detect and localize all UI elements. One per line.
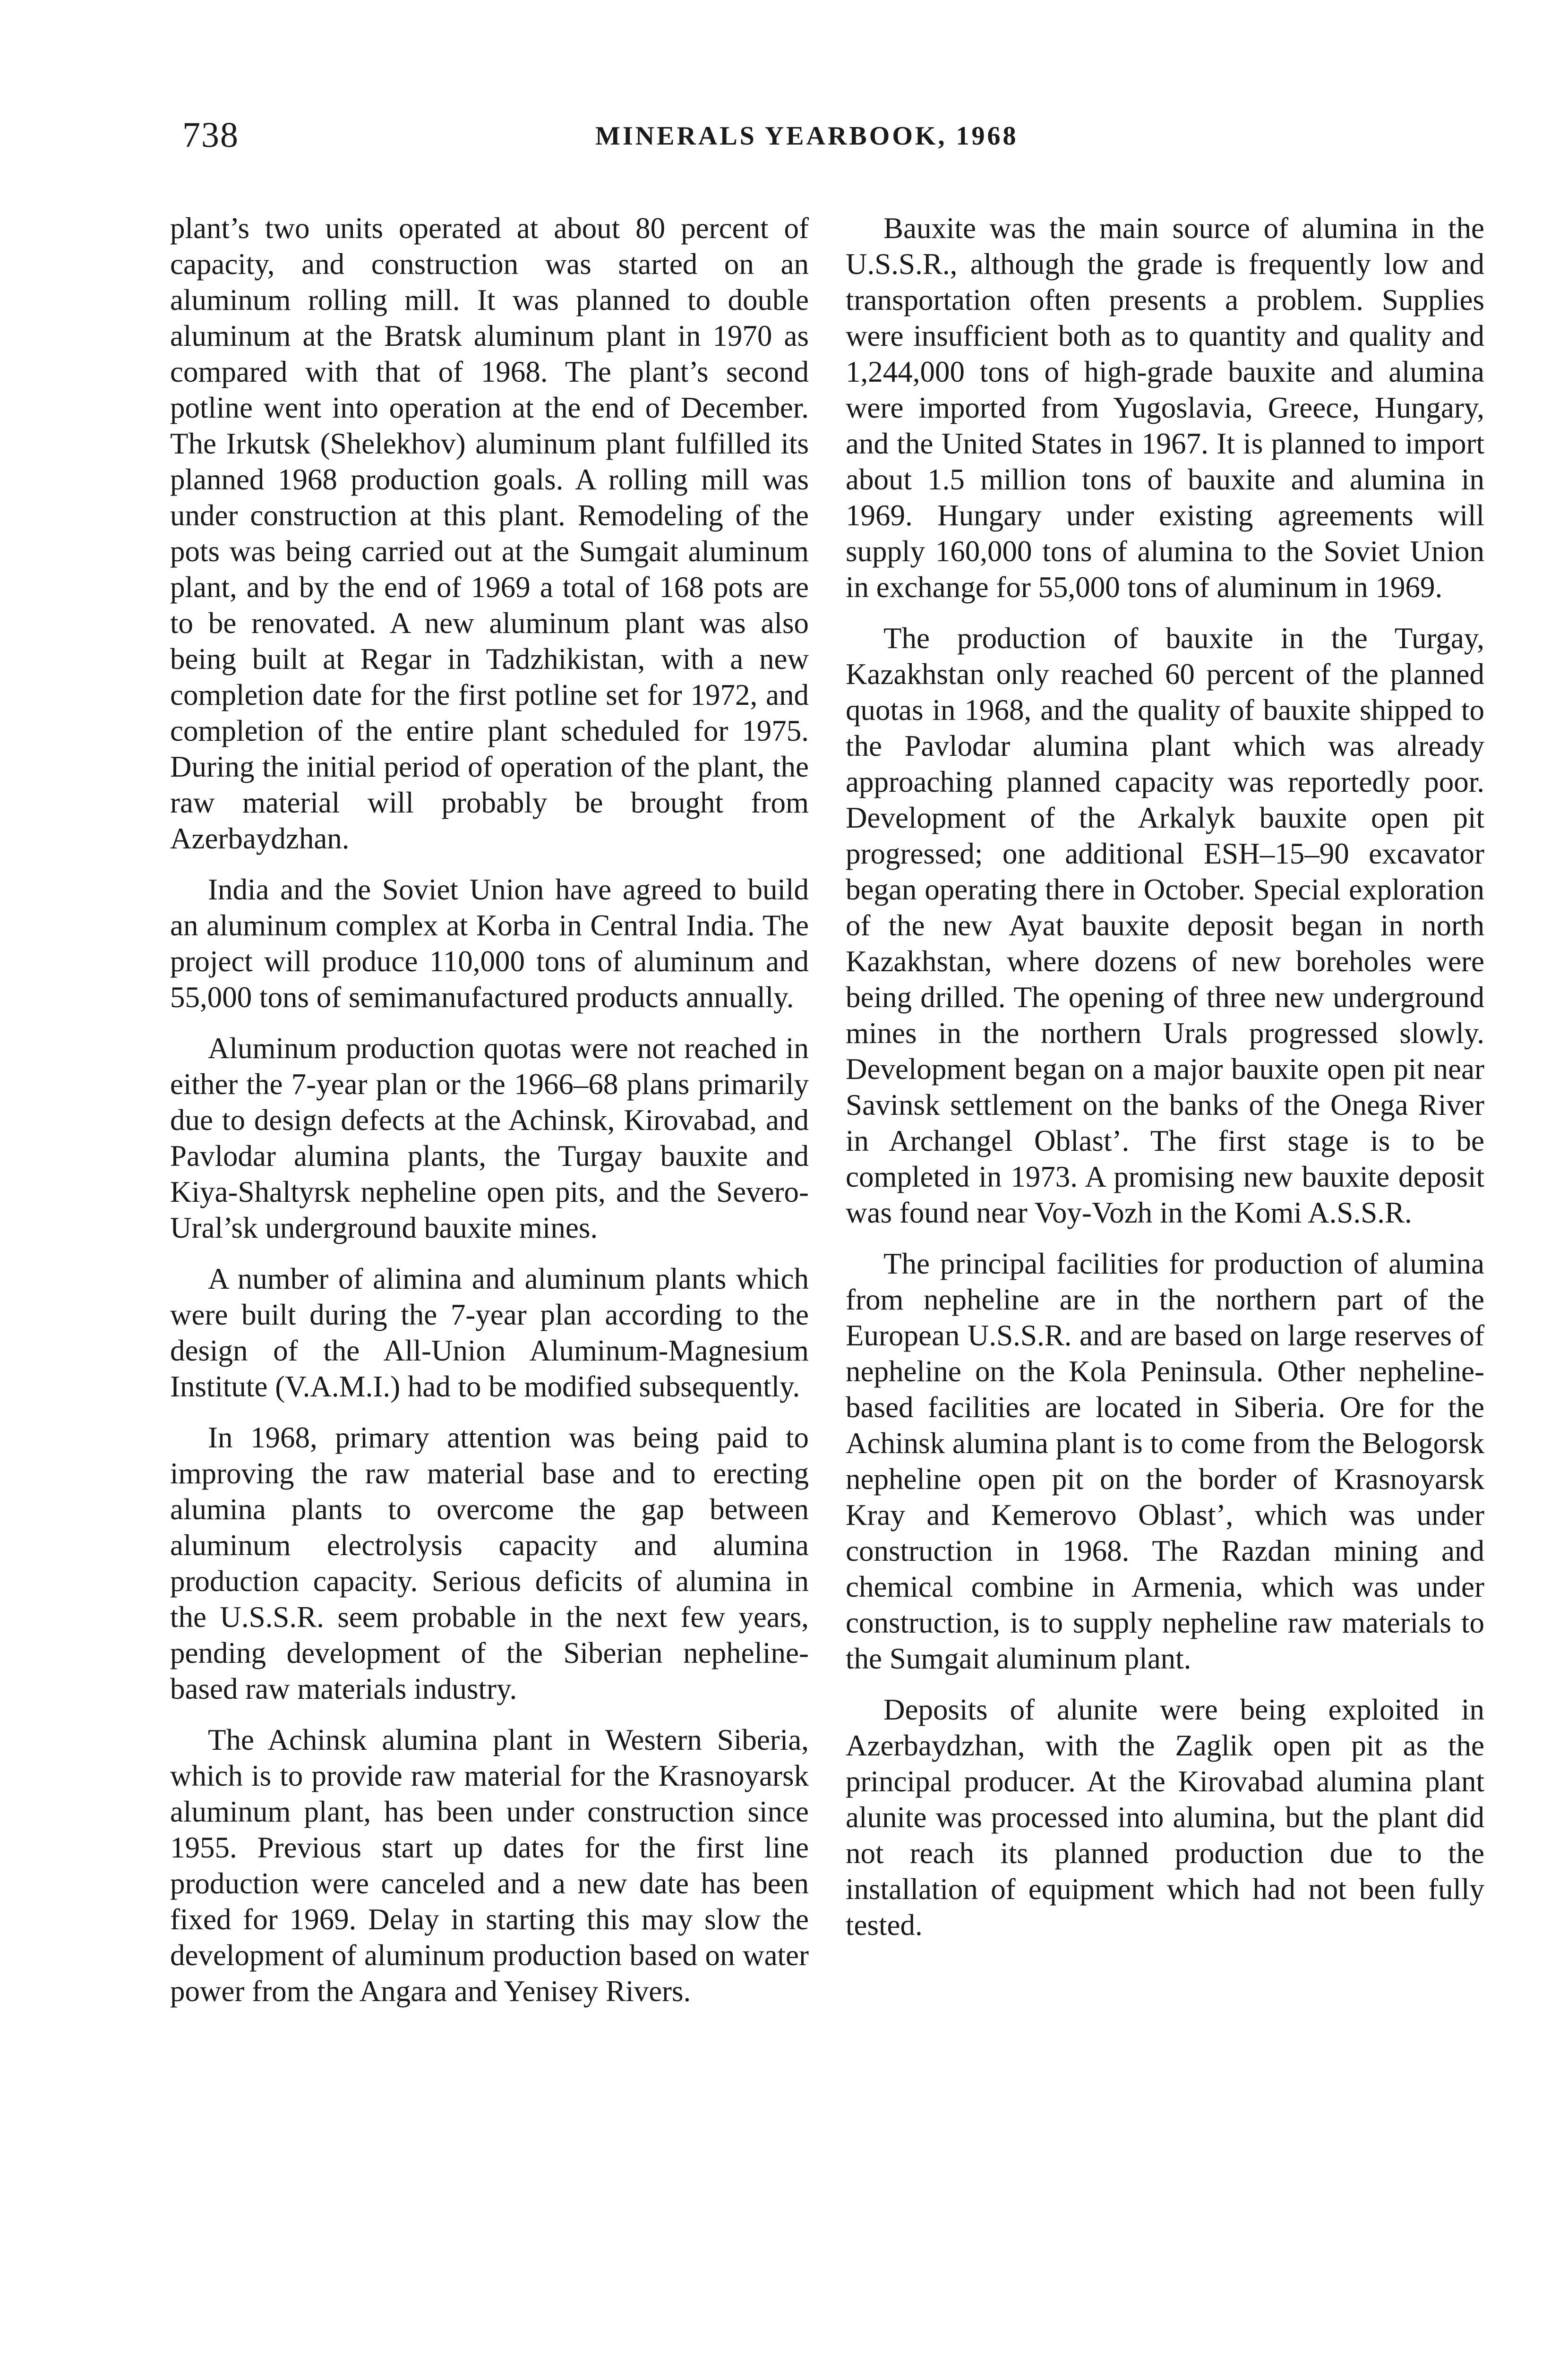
paragraph: Bauxite was the main source of alumina in the U.S.S.R., although the grade is frequently low and transportation often presents a problem. Supplies were insufficient both as to quantity and quality and 1,244,000 tons of high-grade bauxite and alumina were imported from Yugoslavia, Greece, Hungary, and the United States in 1967. It is planned to import about 1.5 million tons of bauxite and alumina in 1969. Hungary under existing agreements will supply 160,000 tons of alumina to the Soviet Union in exchange for 55,000 tons of aluminum in 1969.: [846, 212, 1484, 604]
right-column: [846, 210, 1484, 1958]
paragraph: India and the Soviet Union have agreed to build an aluminum complex at Korba in Central India. The project will produce 110,000 tons of aluminum and 55,000 tons of semimanufactured products annually.: [170, 873, 809, 1014]
paragraph: plant’s two units operated at about 80 percent of capacity, and construction was started on an aluminum rolling mill. It was planned to double aluminum at the Bratsk aluminum plant in 1970 as compared with that of 1968. The plant’s second potline went into operation at the end of December. The Irkutsk (Shelekhov) aluminum plant fulfilled its planned 1968 production goals. A rolling mill was under construction at this plant. Remodeling of the pots was being carried out at the Sumgait aluminum plant, and by the end of 1969 a total of 168 pots are to be renovated. A new aluminum plant was also being built at Regar in Tadzhikistan, with a new completion date for the first potline set for 1972, and completion of the entire plant scheduled for 1975. During the initial period of operation of the plant, the raw material will probably be brought from Azerbaydzhan.: [170, 212, 809, 855]
paragraph: The production of bauxite in the Turgay, Kazakhstan only reached 60 percent of the planned quotas in 1968, and the quality of bauxite shipped to the Pavlodar alumina plant which was already approaching planned capacity was reportedly poor. Development of the Arkalyk bauxite open pit progressed; one additional ESH–15–90 excavator began operating there in October. Special exploration of the new Ayat bauxite deposit began in north Kazakhstan, where dozens of new boreholes were being drilled. The opening of three new underground mines in the northern Urals progressed slowly. Development began on a major bauxite open pit near Savinsk settlement on the banks of the Onega River in Archangel Oblast’. The first stage is to be completed in 1973. A promising new bauxite deposit was found near Voy-Vozh in the Komi A.S.S.R.: [846, 622, 1484, 1229]
paragraph: A number of alimina and aluminum plants which were built during the 7-year plan according to the design of the All-Union Aluminum-Magnesium Institute (V.A.M.I.) had to be modified subsequently.: [170, 1262, 809, 1403]
page-number: 738: [182, 115, 239, 155]
paragraph: The Achinsk alumina plant in Western Siberia, which is to provide raw material for the Krasnoyarsk aluminum plant, has been under construction since 1955. Previous start up dates for the first line production were canceled and a new date has been fixed for 1969. Delay in starting this may slow the development of aluminum production based on water power from the Angara and Yenisey Rivers.: [170, 1723, 809, 2008]
paragraph: In 1968, primary attention was being paid to improving the raw material base and to erecting alumina plants to overcome the gap between aluminum electrolysis capacity and alumina production capacity. Serious deficits of alumina in the U.S.S.R. seem probable in the next few years, pending development of the Siberian nepheline-based raw materials industry.: [170, 1421, 809, 1705]
paragraph: Deposits of alunite were being exploited in Azerbaydzhan, with the Zaglik open pit as the principal producer. At the Kirovabad alumina plant alunite was processed into alumina, but the plant did not reach its planned production due to the installation of equipment which had not been fully tested.: [846, 1693, 1484, 1942]
running-head-title: MINERALS YEARBOOK, 1968: [595, 121, 1019, 151]
paragraph: Aluminum production quotas were not reached in either the 7-year plan or the 1966–68 plans primarily due to design defects at the Achinsk, Kirovabad, and Pavlodar alumina plants, the Turgay bauxite and Kiya-Shaltyrsk nepheline open pits, and the Severo-Ural’sk underground bauxite mines.: [170, 1032, 809, 1244]
paragraph: The principal facilities for production of alumina from nepheline are in the northern part of the European U.S.S.R. and are based on large reserves of nepheline on the Kola Peninsula. Other nepheline-based facilities are located in Siberia. Ore for the Achinsk alumina plant is to come from the Belogorsk nepheline open pit on the border of Krasnoyarsk Kray and Kemerovo Oblast’, which was under construction in 1968. The Razdan mining and chemical combine in Armenia, which was under construction, is to supply nepheline raw materials to the Sumgait aluminum plant.: [846, 1247, 1484, 1675]
left-column: [170, 210, 809, 2024]
